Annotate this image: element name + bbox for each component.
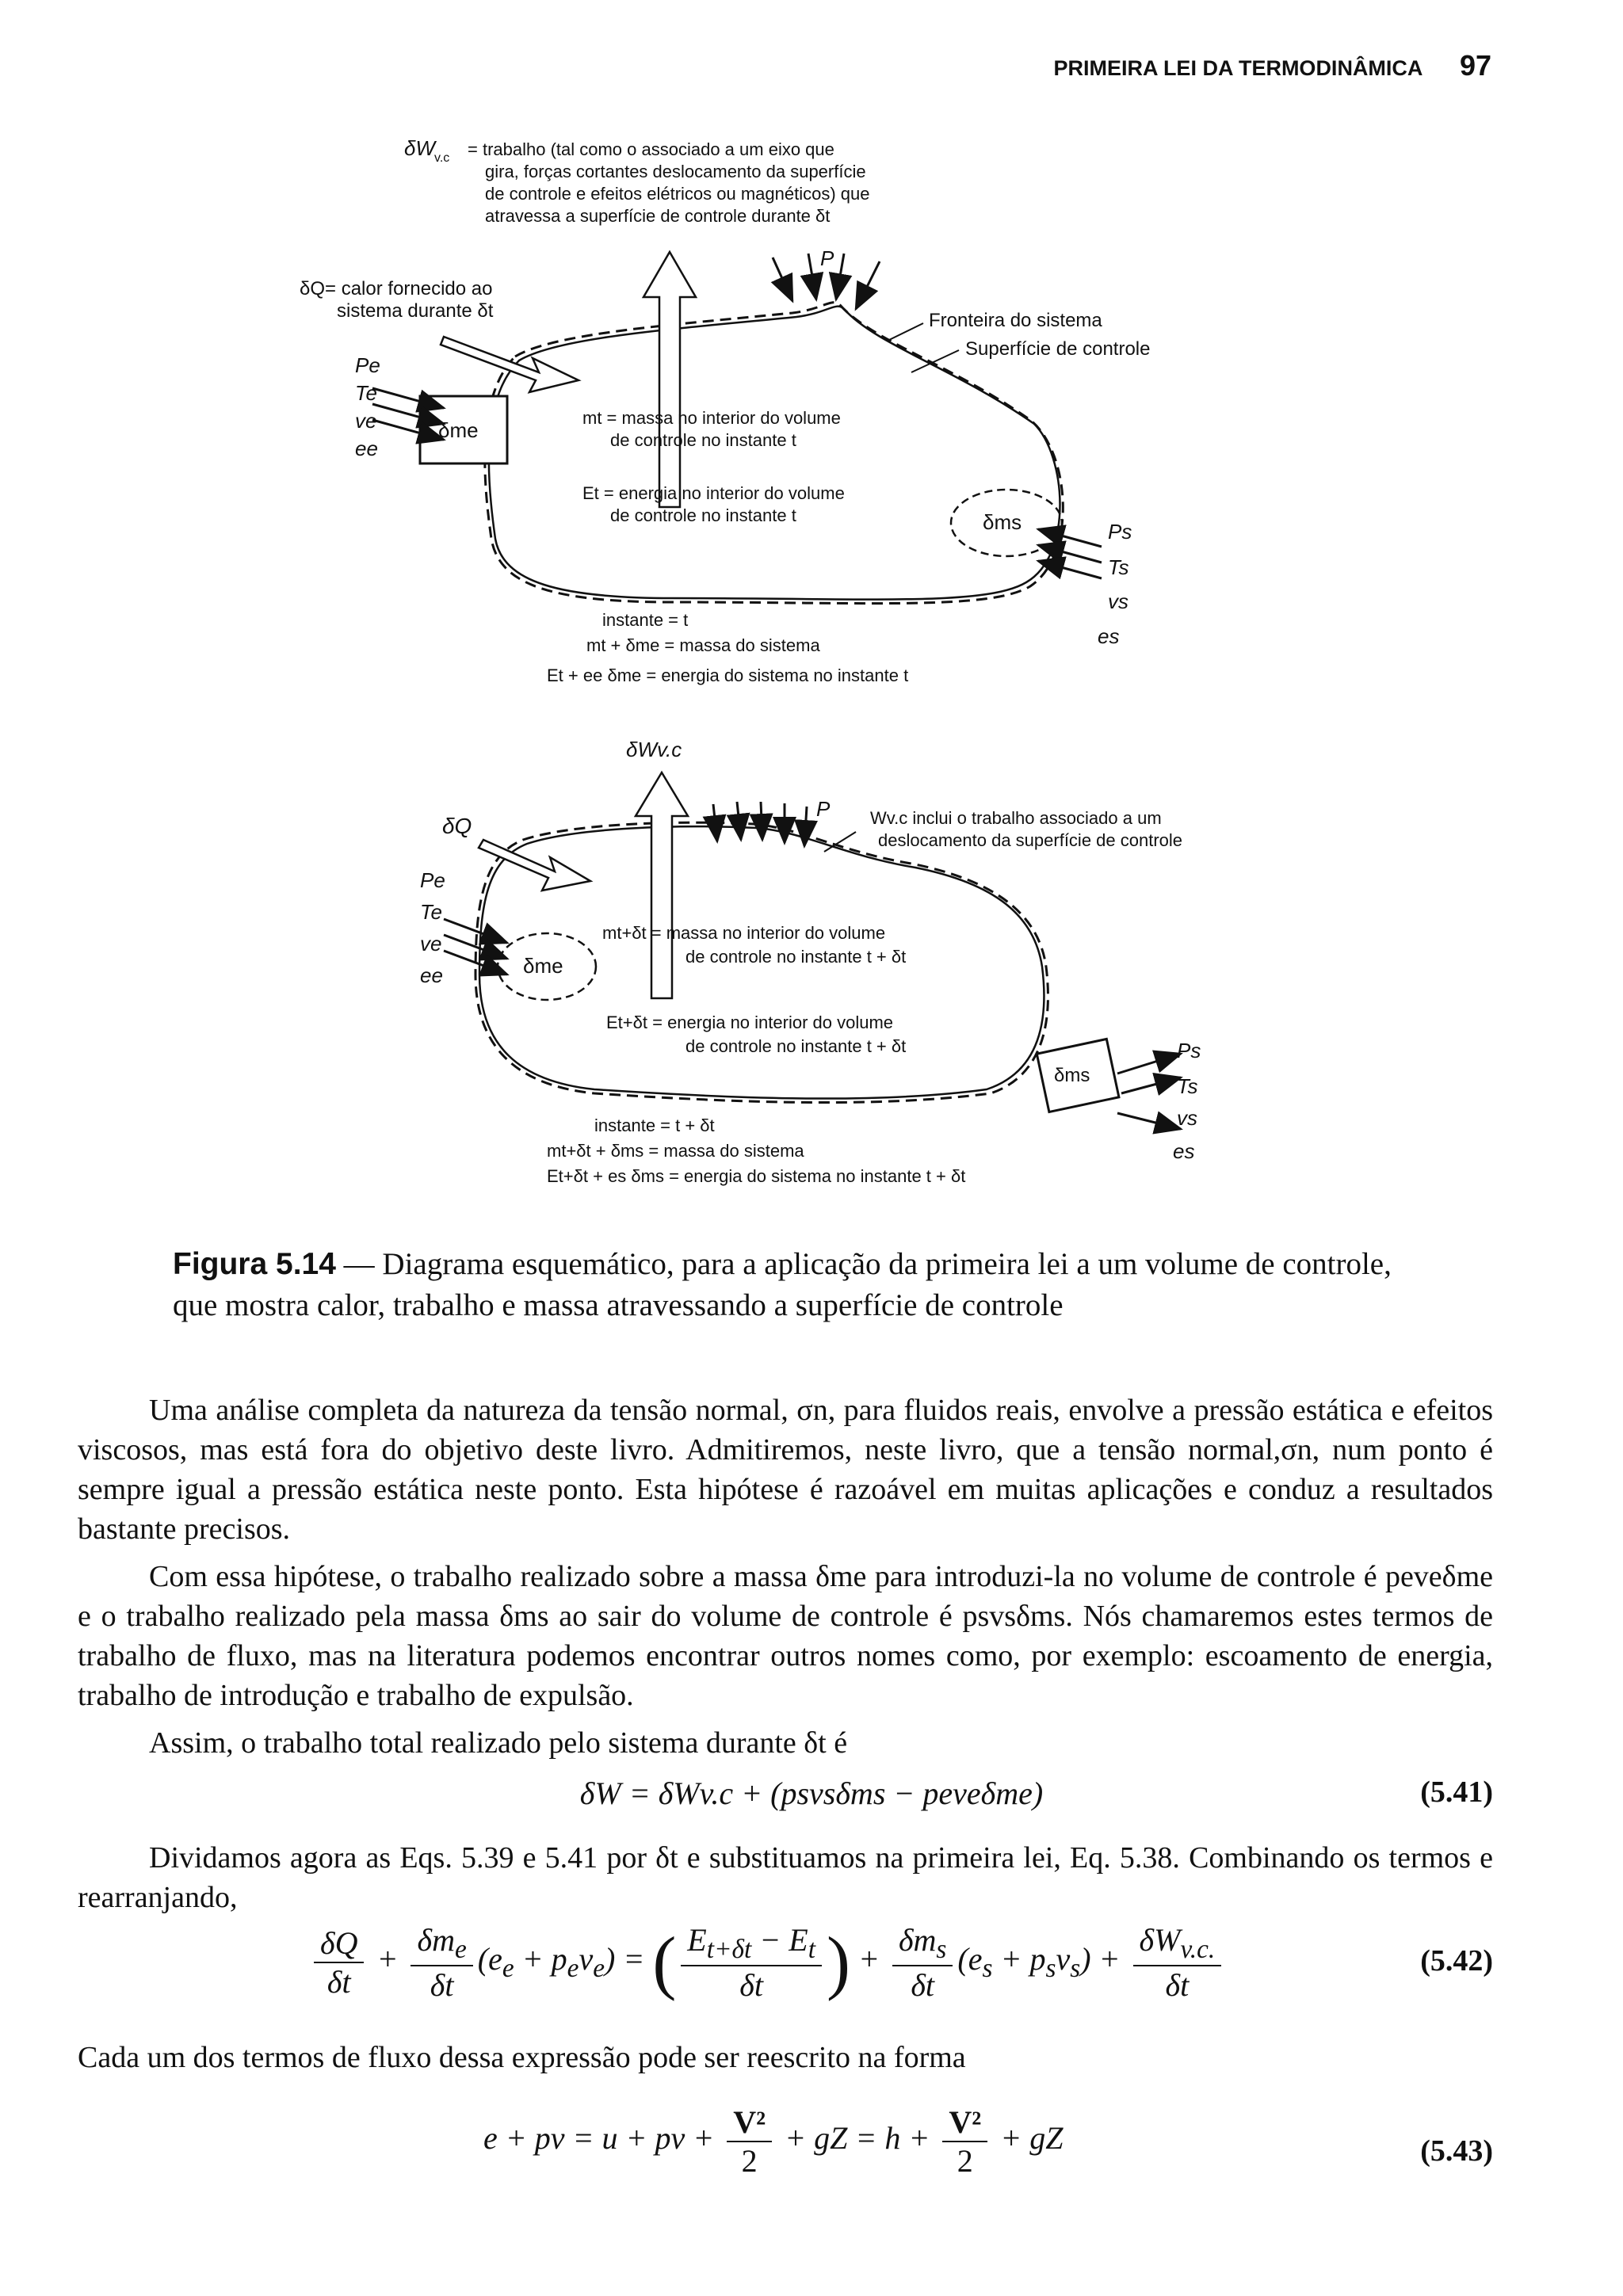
top-system-energy: Et + ee δme = energia do sistema no instante t <box>547 666 909 685</box>
top-work-desc: = trabalho (tal como o associado a um eixo que <box>468 139 834 159</box>
top-pressure-arrow <box>808 254 816 299</box>
bottom-energy-inside: de controle no instante t + δt <box>685 1036 907 1056</box>
frac <box>942 2103 987 2180</box>
bottom-heat-arrow <box>479 840 590 891</box>
frac: $\frac{\delta W_{v.c.}}{\delta t}$ <box>1133 1921 1222 2004</box>
top-exit-mass-label: δms <box>983 510 1022 534</box>
figure-caption <box>173 1244 1409 1326</box>
top-inlet-prop: Pe <box>355 353 380 377</box>
bottom-exit-prop: Ts <box>1177 1074 1198 1098</box>
bottom-exit-prop: Ps <box>1177 1039 1201 1062</box>
boundary-system-label: Fronteira do sistema <box>929 310 1102 331</box>
eq-part: V² <box>942 2103 987 2142</box>
paragraph-4: Dividamos agora as Eqs. 5.39 e 5.41 por δt e substituamos na primeira lei, Eq. 5.38. Combinando os termos e rearranjando, <box>78 1841 1493 1914</box>
top-pressure-arrow <box>856 261 880 309</box>
bottom-pressure-arrow <box>804 807 807 846</box>
eq-part: e + pv = u + pv + <box>483 2120 723 2157</box>
top-diagram <box>300 136 1150 685</box>
top-energy-inside: de controle no instante t <box>610 505 796 525</box>
bottom-exit-arrow <box>1117 1113 1181 1129</box>
bottom-work-label: δWv.c <box>626 738 682 761</box>
top-exit-prop: Ps <box>1108 520 1132 543</box>
top-work-desc: de controle e efeitos elétricos ou magnéticos) que <box>485 184 870 204</box>
bottom-mass-inside: mt+δt = massa no interior do volume <box>602 923 886 943</box>
bottom-exit-mass-label: δms <box>1054 1065 1090 1086</box>
top-exit-prop: Ts <box>1108 555 1129 579</box>
equation-5-42 <box>0 1921 1623 2008</box>
frac: $\frac{\delta m_s}{\delta t}$ <box>892 1921 953 2004</box>
top-pressure-arrow <box>836 254 844 299</box>
top-inlet-prop: Te <box>355 381 377 405</box>
top-instant: instante = t <box>602 610 689 630</box>
paragraph-1: Uma análise completa da natureza da tensão normal, σn, para fluidos reais, envolve a pressão estática e efeitos viscosos, mas está fora do objetivo deste livro. Admitiremos, neste livro, que a tensão normal,σn, num ponto é sempre igual a pressão estática neste ponto. Esta hipótese é razoável em muitas aplicações e conduz a resultados bastante precisos. <box>78 1394 1493 1546</box>
top-heat-desc: δQ= calor fornecido ao <box>300 278 493 299</box>
top-heat-desc: sistema durante δt <box>337 300 494 322</box>
bottom-exit-arrow <box>1121 1077 1181 1093</box>
leader-line <box>911 350 959 372</box>
equation-5-43 <box>0 2088 1623 2199</box>
bottom-pressure-label: P <box>816 797 831 821</box>
frac: $\frac{\delta Q}{\delta t}$ <box>314 1924 364 2000</box>
bottom-system-energy: Et+δt + es δms = energia do sistema no instante t + δt <box>547 1166 966 1186</box>
frac: $\frac{E_{t+\delta t} - E_t}{\delta t}$ <box>681 1921 822 2004</box>
bottom-exit-prop: es <box>1173 1139 1195 1163</box>
top-exit-prop: es <box>1098 624 1120 648</box>
equation-5-43-number: (5.43) <box>1420 2134 1493 2168</box>
top-work-desc: atravessa a superfície de controle durante δt <box>485 206 831 226</box>
top-work-sub: v.c <box>434 151 450 165</box>
eq-part: + gZ <box>992 2120 1064 2157</box>
bottom-exit-arrow <box>1117 1054 1181 1074</box>
top-exit-prop: vs <box>1108 589 1128 613</box>
equation-5-41-number: (5.41) <box>1420 1775 1493 1809</box>
top-system-mass: mt + δme = massa do sistema <box>586 635 820 655</box>
bottom-inlet-prop: ve <box>420 932 442 955</box>
bottom-diagram <box>420 738 1201 1186</box>
bottom-work-note: deslocamento da superfície de controle <box>878 830 1183 850</box>
top-work-desc: gira, forças cortantes deslocamento da superfície <box>485 162 866 181</box>
bottom-inlet-prop: ee <box>420 963 443 987</box>
bottom-work-arrow <box>636 772 688 998</box>
eq-part: 2 <box>741 2143 758 2179</box>
bottom-system-mass: mt+δt + δms = massa do sistema <box>547 1141 804 1161</box>
top-work-arrow <box>643 252 696 507</box>
bottom-instant: instante = t + δt <box>594 1116 715 1135</box>
top-mass-inside: mt = massa no interior do volume <box>582 408 841 428</box>
figure-caption-label: Figura 5.14 <box>173 1247 336 1281</box>
paragraph-2: Com essa hipótese, o trabalho realizado sobre a massa δme para introduzi-la no volume de controle é peveδme e o trabalho realizado pela massa δms ao sair do volume de controle é psvsδms. Nós chamaremos estes termos de trabalho de fluxo, mas na literatura podemos encontrar outros nomes como, por exemplo: escoamento de energia, trabalho de introdução e trabalho de expulsão. <box>78 1560 1493 1712</box>
equation-5-42-number: (5.42) <box>1420 1944 1493 1978</box>
bottom-exit-prop: vs <box>1177 1106 1197 1130</box>
equation-5-43-body <box>483 2103 1064 2180</box>
eq-part: + gZ = h + <box>777 2120 938 2157</box>
top-energy-inside: Et = energia no interior do volume <box>582 483 845 503</box>
equation-5-42-body: $\frac{\delta Q}{\delta t}$ + $\frac{\delta m_e}{\delta t}$ $(e_e + p_ev_e)$ = ( $\frac{E_{t+\delta t} - E_t}{\delta t}$ ) + $\frac{\delta m_s}{\delta t}$ $(e_s + p_sv_s)$ + $\frac{\delta W_{v.c.}}{\delta t}$ <box>309 1921 1226 2004</box>
top-heat-arrow <box>441 337 579 392</box>
top-inlet-prop: ve <box>355 409 377 433</box>
frac: $\frac{\delta m_e}{\delta t}$ <box>411 1921 472 2004</box>
bottom-inlet-prop: Te <box>420 900 442 924</box>
paragraph-5: Cada um dos termos de fluxo dessa expressão pode ser reescrito na forma <box>78 2041 966 2074</box>
bottom-heat-label: δQ <box>442 814 472 838</box>
frac <box>727 2103 772 2180</box>
bottom-energy-inside: Et+δt = energia no interior do volume <box>606 1013 894 1032</box>
leader-line <box>888 323 923 341</box>
eq-part: 2 <box>957 2143 973 2179</box>
eq-part: V² <box>727 2103 772 2142</box>
paragraph-3: Assim, o trabalho total realizado pelo sistema durante δt é <box>149 1726 848 1760</box>
bottom-mass-inside: de controle no instante t + δt <box>685 947 907 967</box>
top-mass-inside: de controle no instante t <box>610 430 796 450</box>
bottom-pressure-arrow <box>761 802 762 840</box>
top-inlet-prop: ee <box>355 437 378 460</box>
figure-caption-text: — Diagrama esquemático, para a aplicação da primeira lei a um volume de controle, que mostra calor, trabalho e massa atravessando a superfície de controle <box>173 1247 1392 1322</box>
bottom-work-note: Wv.c inclui o trabalho associado a um <box>870 808 1162 828</box>
top-pressure-arrow <box>773 257 792 301</box>
top-pressure-label: P <box>820 246 834 270</box>
control-surface-label: Superfície de controle <box>965 338 1151 360</box>
page-number: 97 <box>1459 49 1491 82</box>
bottom-pressure-arrow <box>737 802 741 840</box>
top-work-label: δW <box>404 136 435 160</box>
equation-5-41 <box>0 1775 1623 1812</box>
top-inlet-mass-label: δme <box>438 418 479 442</box>
equation-5-41-body: δW = δWv.c + (psvsδms − peveδme) <box>579 1775 1044 1811</box>
bottom-inlet-mass-label: δme <box>523 954 563 978</box>
running-title: PRIMEIRA LEI DA TERMODINÂMICA <box>1053 56 1423 80</box>
bottom-inlet-prop: Pe <box>420 868 445 892</box>
